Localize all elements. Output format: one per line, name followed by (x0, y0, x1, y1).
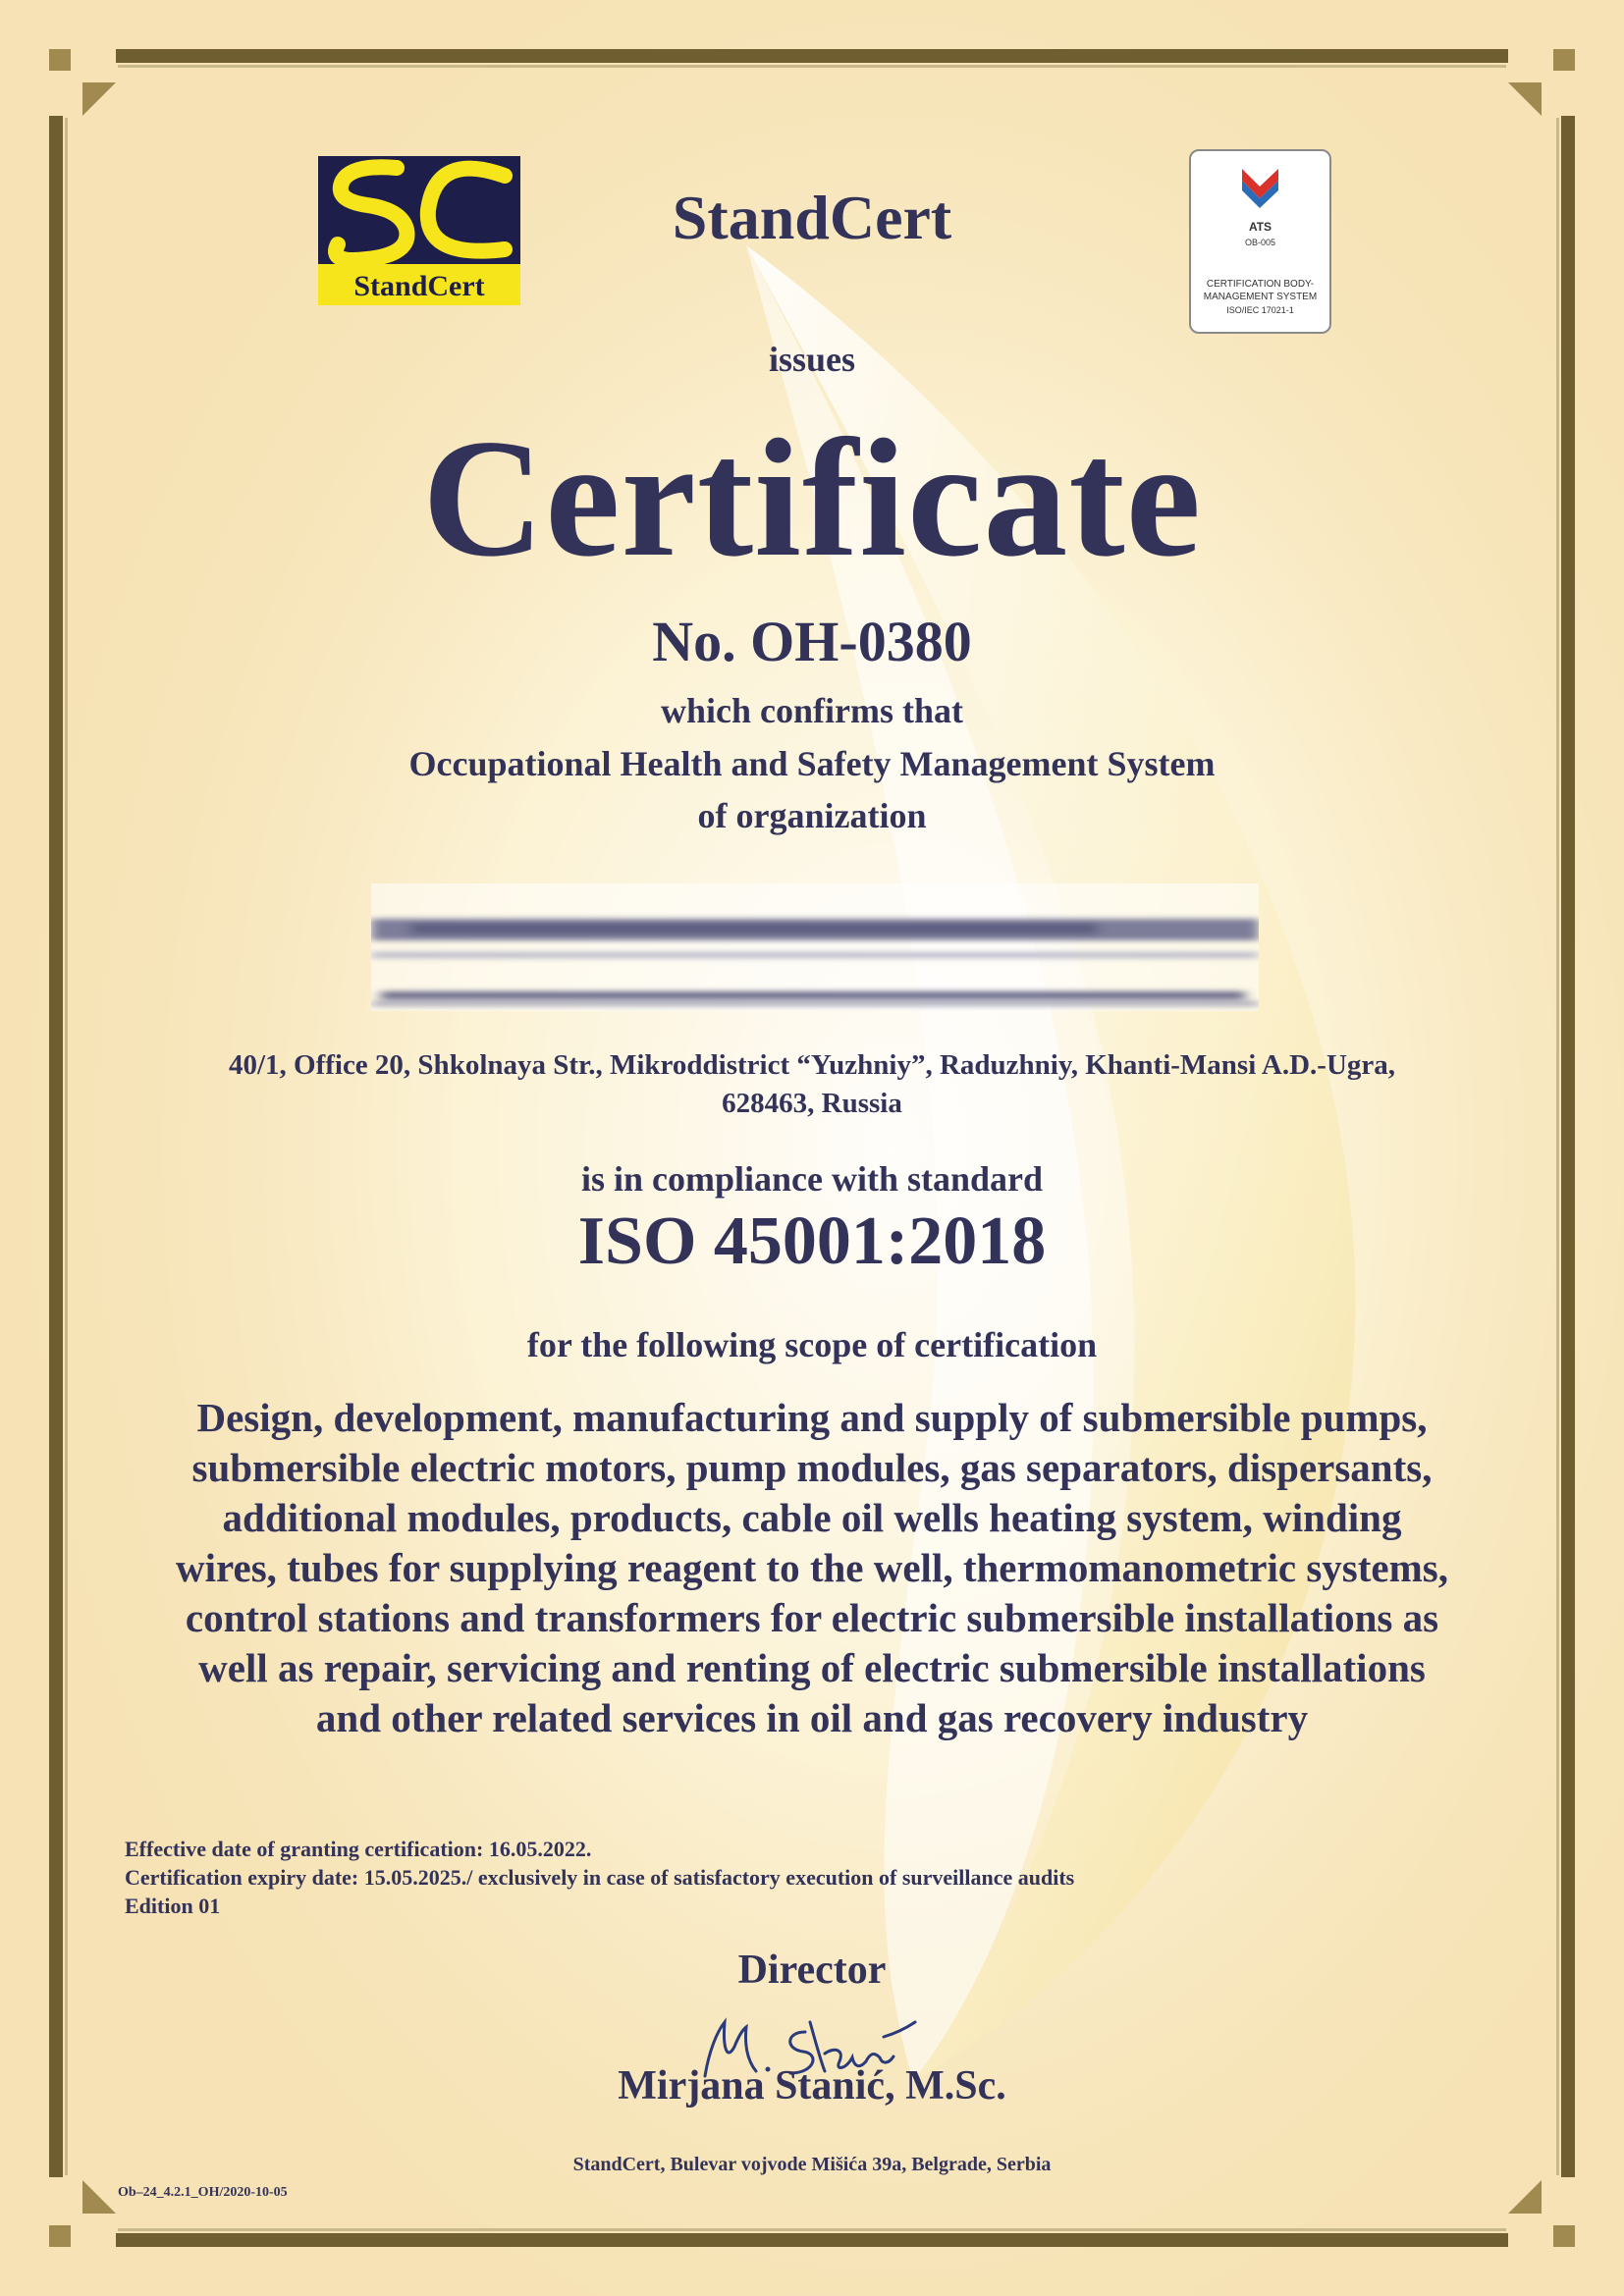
scope-line: control stations and transformers for electric submersible installations as (185, 1595, 1439, 1640)
ats-line3: ISO/IEC 17021-1 (1226, 305, 1294, 315)
certificate-title: Certificate (422, 405, 1202, 592)
ats-label: ATS (1248, 220, 1272, 234)
issues-label: issues (768, 340, 856, 379)
confirms-text: which confirms that (661, 691, 963, 730)
standard-name: ISO 45001:2018 (577, 1203, 1047, 1279)
organization-address-line1: 40/1, Office 20, Shkolnaya Str., Mikroddistrict “Yuzhniy”, Raduzhniy, Khanti-Mansi A.D.-Ugra, (228, 1049, 1396, 1081)
scope-line: additional modules, products, cable oil wells heating system, winding (222, 1495, 1402, 1540)
signatory-name: Mirjana Stanić, M.Sc. (618, 2063, 1006, 2109)
compliance-text: is in compliance with standard (580, 1159, 1044, 1199)
validity-info (125, 1835, 1074, 1920)
issuer-name: StandCert (672, 183, 952, 252)
scope-line: Design, development, manufacturing and supply of submersible pumps, (196, 1395, 1428, 1440)
scope-line: submersible electric motors, pump modules, gas separators, dispersants, (191, 1445, 1433, 1490)
scope-line: well as repair, servicing and renting of electric submersible installations (198, 1645, 1426, 1690)
scope-line: and other related services in oil and gas recovery industry (315, 1695, 1309, 1740)
form-code: Ob–24_4.2.1_OH/2020-10-05 (118, 2185, 288, 2200)
organization-address-line2: 628463, Russia (722, 1088, 902, 1119)
issuer-address: StandCert, Bulevar vojvode Mišića 39a, Belgrade, Serbia (572, 2154, 1052, 2175)
management-system-name: Occupational Health and Safety Management System (408, 744, 1216, 783)
redacted-organization-name (371, 883, 1259, 1011)
expiry-date: Certification expiry date: 15.05.2025./ exclusively in case of satisfactory execution of surveillance audits (125, 1865, 1075, 1890)
signatory-role: Director (737, 1948, 887, 1993)
effective-date: Effective date of granting certification: 16.05.2022. (125, 1837, 592, 1861)
scope-of-certification (0, 1393, 1624, 1743)
certificate-number: No. OH-0380 (652, 610, 972, 673)
scope-intro: for the following scope of certification (526, 1325, 1098, 1364)
ats-line2: MANAGEMENT SYSTEM (1203, 292, 1318, 302)
edition: Edition 01 (125, 1894, 221, 1918)
logo-text: StandCert (353, 270, 485, 302)
scope-line: wires, tubes for supplying reagent to the well, thermomanometric systems, (176, 1545, 1448, 1590)
of-organization-text: of organization (697, 796, 927, 835)
ats-line1: CERTIFICATION BODY- (1206, 279, 1315, 290)
ats-number: OB-005 (1244, 238, 1276, 247)
